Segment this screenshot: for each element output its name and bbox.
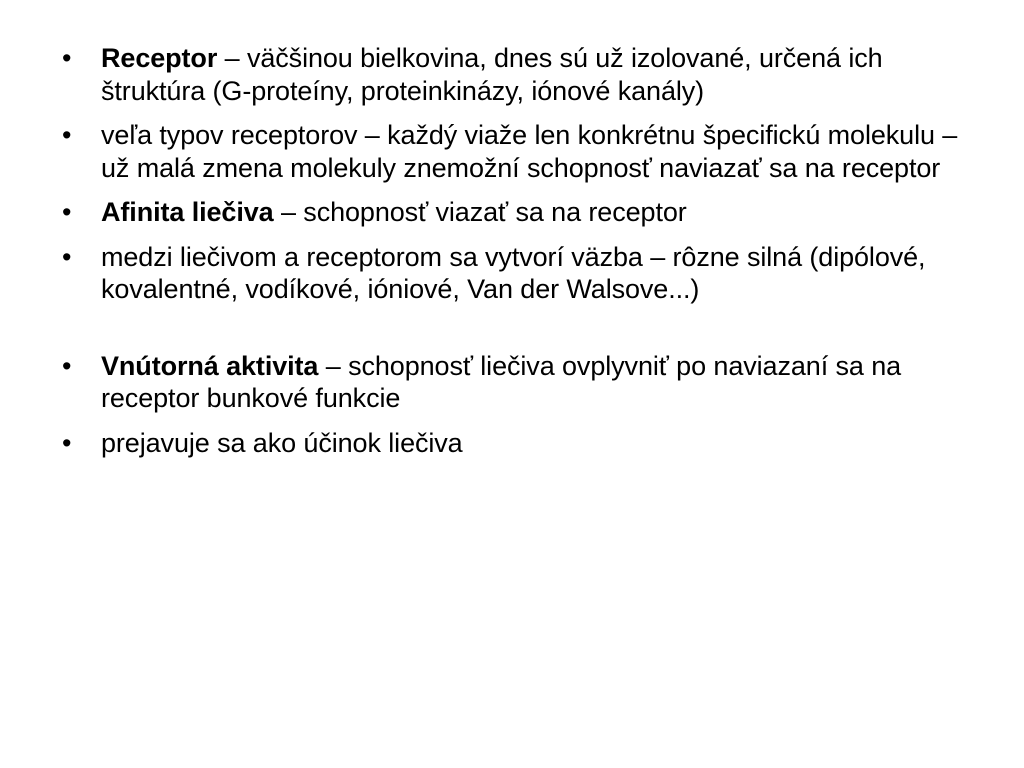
bullet-text: medzi liečivom a receptorom sa vytvorí väzba – rôzne silná (dipólové, kovalentné, vodíkové, ióniové, Van der Walsove...) <box>101 241 926 304</box>
bullet-item-receptor-types <box>62 119 962 184</box>
bullet-icon: • <box>62 350 72 381</box>
bullet-icon: • <box>62 197 72 227</box>
bullet-icon: • <box>62 43 72 73</box>
bullet-icon: • <box>62 427 72 458</box>
term-intrinsic-activity: Vnútorná aktivita <box>101 350 319 381</box>
bullet-item-effect <box>62 427 962 460</box>
term-affinity: Afinita liečiva <box>101 197 274 227</box>
bullet-text: – schopnosť liečiva ovplyvniť po naviazaní sa na receptor bunkové funkcie <box>101 350 902 413</box>
bullet-text: – schopnosť viazať sa na receptor <box>273 197 687 227</box>
bullet-text: veľa typov receptorov – každý viaže len konkrétnu špecifickú molekulu – už malá zmena molekuly znemožní schopnosť naviazať sa na receptor <box>101 120 958 183</box>
bullet-text: prejavuje sa ako účinok liečiva <box>101 427 463 458</box>
bullet-list <box>62 42 962 471</box>
bullet-icon: • <box>62 120 72 150</box>
bullet-text: – väčšinou bielkovina, dnes sú už izolované, určená ich štruktúra (G-proteíny, proteinkinázy, iónové kanály) <box>101 43 883 106</box>
bullet-icon: • <box>62 241 72 272</box>
bullet-item-intrinsic-activity <box>62 350 962 415</box>
bullet-item-bond <box>62 241 962 306</box>
bullet-item-affinity <box>62 196 962 229</box>
bullet-item-receptor <box>62 42 962 107</box>
term-receptor: Receptor <box>101 43 218 73</box>
